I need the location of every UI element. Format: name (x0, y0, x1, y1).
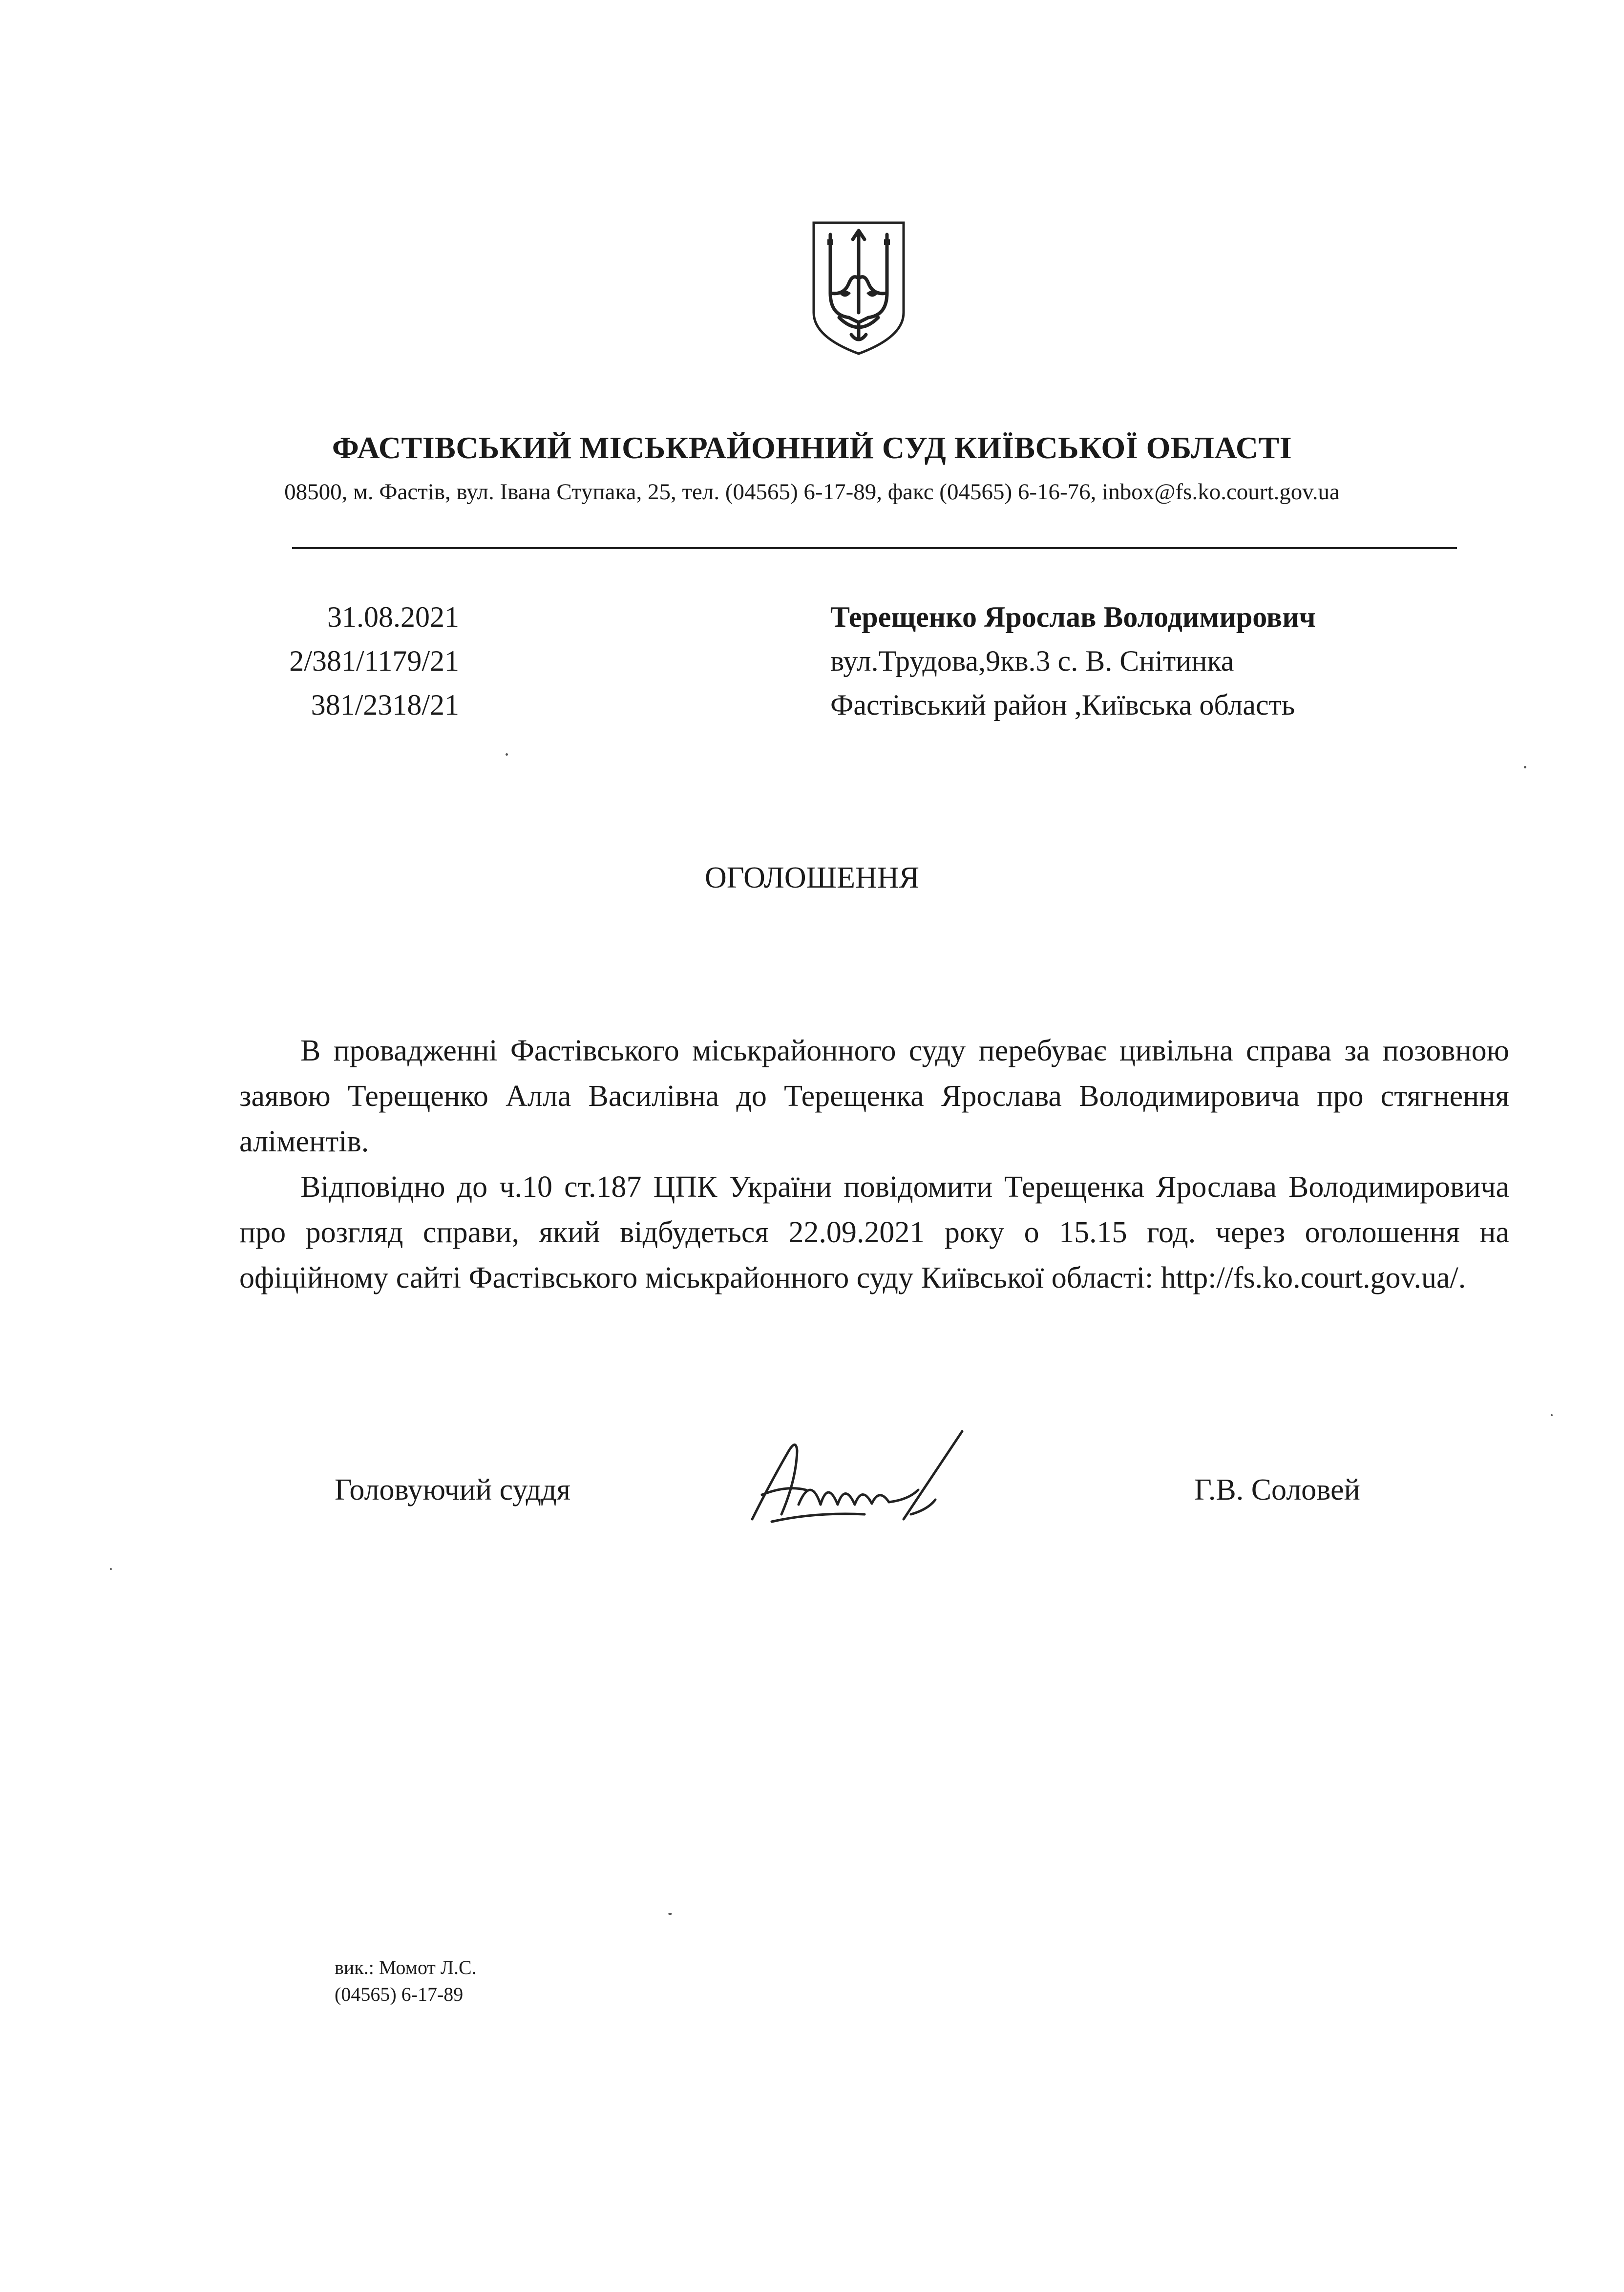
addressee-region: Фастівський район ,Київська область (830, 689, 1295, 721)
scan-speck (1551, 1414, 1553, 1416)
addressee-block (830, 595, 1316, 727)
court-name: ФАСТІВСЬКИЙ МІСЬКРАЙОННИЙ СУД КИЇВСЬКОЇ ОБЛАСТІ (332, 430, 1292, 465)
addressee-street: вул.Трудова,9кв.3 с. В. Снітинка (830, 645, 1234, 677)
scan-speck (110, 1568, 112, 1570)
scan-speck (668, 1913, 672, 1915)
executor-note (335, 1954, 477, 2008)
scan-speck (1524, 766, 1526, 768)
executor-name: вик.: Момот Л.С. (335, 1956, 477, 1978)
reference-block (239, 595, 459, 727)
executor-phone: (04565) 6-17-89 (335, 1983, 464, 2005)
body-paragraph: Відповідно до ч.10 ст.187 ЦПК України повідомити Терещенка Ярослава Володимировича про розгляд справи, який відбудеться 22.09.2021 року о 15.15 год. через оголошення на офіційному сайті Фастівського міськрайонного суду Київської області: http://fs.ko.court.gov.ua/. (239, 1170, 1509, 1295)
registration-number: 2/381/1179/21 (289, 645, 459, 677)
signature-row (0, 1468, 1624, 1522)
document-title: ОГОЛОШЕННЯ (705, 861, 919, 894)
document-body (239, 1028, 1509, 1301)
body-paragraph: В провадженні Фастівського міськрайонного суду перебуває цивільна справа за позовною заявою Терещенко Алла Василівна до Терещенка Ярослава Володимировича про стягнення аліментів. (239, 1034, 1509, 1158)
court-address: 08500, м. Фастів, вул. Івана Ступака, 25, тел. (04565) 6-17-89, факс (04565) 6-16-76, inbox@fs.ko.court.gov.ua (284, 479, 1340, 505)
document-date: 31.08.2021 (327, 601, 459, 633)
signer-role: Головуючий суддя (335, 1473, 571, 1507)
header-divider (292, 547, 1457, 549)
addressee-name: Терещенко Ярослав Володимирович (830, 601, 1316, 633)
signer-name: Г.В. Соловей (1194, 1473, 1360, 1507)
case-number: 381/2318/21 (311, 689, 459, 721)
scan-speck (506, 753, 508, 756)
signature-image (742, 1422, 987, 1534)
coat-of-arms-icon (810, 220, 907, 357)
